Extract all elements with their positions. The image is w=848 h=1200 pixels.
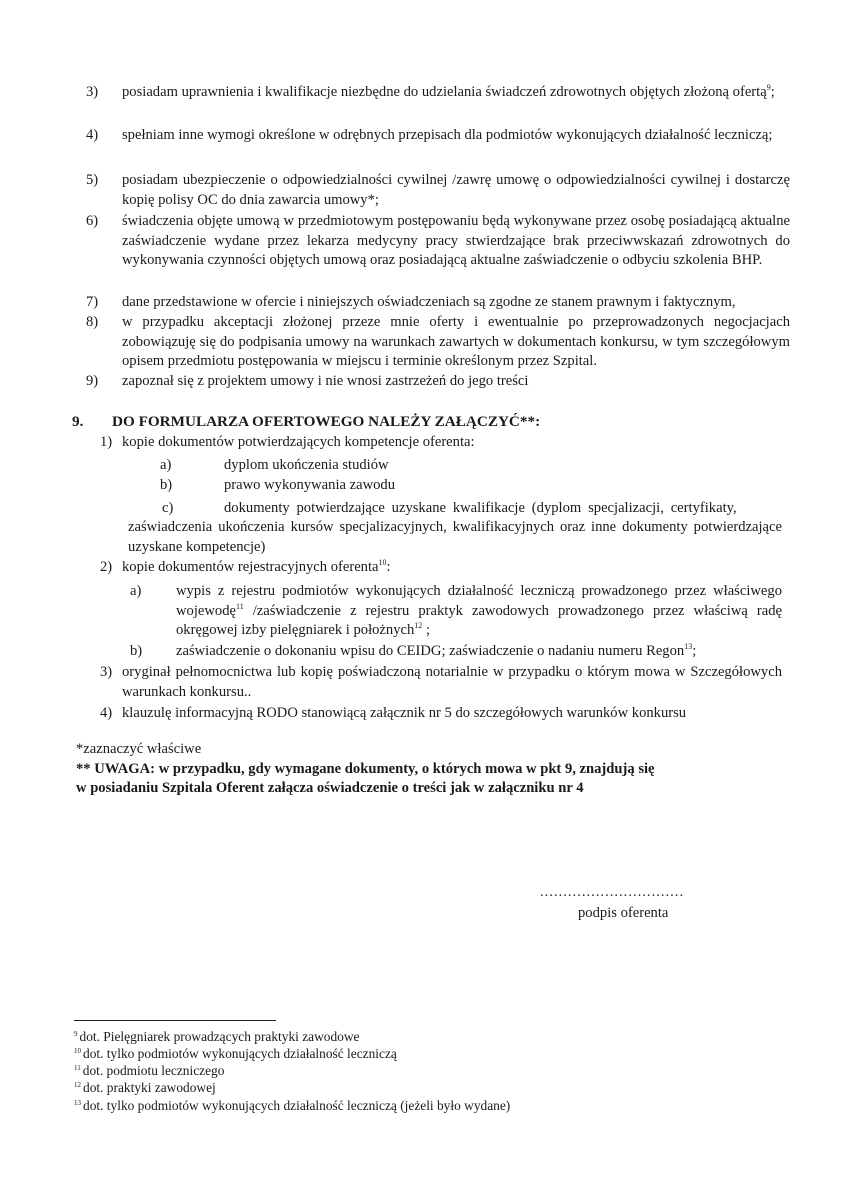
list-number: 9) xyxy=(86,373,99,389)
text-span: /zaświadczenie z rejestru praktyk zawodowych prowadzonego przez właściwą radę okręgowej izby pielęgniarek i położnych xyxy=(176,602,782,638)
text-span: kopie dokumentów rejestracyjnych oferenta xyxy=(122,559,379,575)
subitem-text-continued: zaświadczenia ukończenia kursów specjalizacyjnych, kwalifikacyjnych oraz inne dokumenty potwierdzające uzyskane kompetencje) xyxy=(128,519,782,555)
text-span: wypis z rejestru podmiotów wykonujących działalność leczniczą prowadzonego przez właściwego wojewodę xyxy=(176,583,782,619)
declaration-text xyxy=(122,83,790,103)
list-number: 3) xyxy=(86,84,99,100)
list-number: 5) xyxy=(86,172,99,188)
declaration-item-3 xyxy=(86,83,790,103)
footnote-divider xyxy=(74,1020,276,1021)
attachment-text xyxy=(122,558,790,578)
declaration-text: w przypadku akceptacji złożonej przeze mnie oferty i ewentualnie po przeprowadzonych negocjacjach zobowiązuję się do podpisania umowy na warunkach zawartych w dokumentach konkursu, w tym szczegółowym opisem przedmiotu postępowania w miejscu i terminie określonym przez Szpital. xyxy=(122,314,790,369)
list-number: 3) xyxy=(100,664,113,680)
list-number: 1) xyxy=(100,434,113,450)
footnote-ref[interactable]: 11 xyxy=(235,601,244,611)
warning-note-line2: w posiadaniu Szpitala Oferent załącza oświadczenie o treści jak w załączniku nr 4 xyxy=(76,780,584,796)
section-number: 9. xyxy=(72,413,84,430)
declaration-text: posiadam ubezpieczenie o odpowiedzialności cywilnej /zawrę umowę o odpowiedzialności cywilnej i dostarczę kopię polisy OC do dnia zawarcia umowy*; xyxy=(122,172,790,208)
footnote-11 xyxy=(74,1062,224,1079)
footnote-number: 12 xyxy=(74,1081,81,1089)
list-letter: a) xyxy=(130,583,142,599)
list-number: 4) xyxy=(100,705,113,721)
subitem-text: dyplom ukończenia studiów xyxy=(224,457,389,473)
footnote-9 xyxy=(74,1028,359,1045)
text-span: posiadam uprawnienia i kwalifikacje niezbędne do udzielania świadczeń zdrowotnych objętych złożoną ofertą xyxy=(122,84,767,100)
attachment-text: kopie dokumentów potwierdzających kompetencje oferenta: xyxy=(122,434,475,450)
declaration-text: świadczenia objęte umową w przedmiotowym postępowaniu będą wykonywane przez osobę posiadającą aktualne zaświadczenie wydane przez lekarza medycyny pracy stwierdzające brak przeciwwskazań zdrowotnych do wykonywania czynności objętych umową oraz posiadającą aktualne zaświadczenie o odbyciu szkolenia BHP. xyxy=(122,213,790,268)
declaration-text: dane przedstawione w ofercie i niniejszych oświadczeniach są zgodne ze stanem prawnym i faktycznym, xyxy=(122,294,736,310)
list-letter: a) xyxy=(160,457,172,473)
signature-label: podpis oferenta xyxy=(578,905,669,921)
text-span: ; xyxy=(692,643,697,659)
signature-line[interactable]: ............................... xyxy=(540,884,685,900)
footnote-ref[interactable]: 9 xyxy=(766,83,771,92)
footnote-ref[interactable]: 10 xyxy=(378,558,387,567)
declaration-item-7 xyxy=(86,293,790,313)
attachment-item-4 xyxy=(100,704,790,724)
section-title: DO FORMULARZA OFERTOWEGO NALEŻY ZAŁĄCZYĆ**: xyxy=(112,413,541,430)
subitem-text: prawo wykonywania zawodu xyxy=(224,477,396,493)
list-number: 8) xyxy=(86,314,99,330)
attachment-item-1 xyxy=(100,433,790,453)
declaration-item-6 xyxy=(86,212,790,271)
footnote-number: 9 xyxy=(74,1030,78,1038)
declaration-text: zapoznał się z projektem umowy i nie wnosi zastrzeżeń do jego treści xyxy=(122,373,529,389)
text-span: ; xyxy=(770,84,775,100)
footnote-text: dot. Pielęgniarek prowadzących praktyki zawodowe xyxy=(79,1029,360,1044)
footnote-ref[interactable]: 12 xyxy=(414,621,423,630)
subitem-text xyxy=(176,642,790,662)
subitem-text xyxy=(176,582,782,641)
footnote-text: dot. podmiotu leczniczego xyxy=(82,1063,225,1078)
attachment-text: klauzulę informacyjną RODO stanowiącą załącznik nr 5 do szczegółowych warunków konkursu xyxy=(122,705,687,721)
list-letter: b) xyxy=(130,643,143,659)
list-number: 6) xyxy=(86,213,99,229)
text-span: : xyxy=(386,559,391,575)
attachment-item-2 xyxy=(100,558,790,578)
subitem-text: dokumenty potwierdzające uzyskane kwalifikacje (dyplom specjalizacji, certyfikaty, xyxy=(224,500,737,516)
list-letter: c) xyxy=(162,500,174,516)
attachment-text: oryginał pełnomocnictwa lub kopię poświadczoną notarialnie w przypadku o którym mowa w Szczegółowych warunkach konkursu.. xyxy=(122,664,782,700)
list-letter: b) xyxy=(160,477,173,493)
warning-note-line1: ** UWAGA: w przypadku, gdy wymagane dokumenty, o których mowa w pkt 9, znajdują się xyxy=(76,761,655,777)
declaration-text: spełniam inne wymogi określone w odrębnych przepisach dla podmiotów wykonujących działalność leczniczą; xyxy=(122,127,773,143)
declaration-item-8 xyxy=(86,313,790,372)
list-number: 4) xyxy=(86,127,99,143)
attachment-subitem-1b xyxy=(160,476,780,496)
footnote-ref[interactable]: 13 xyxy=(684,642,693,651)
footnote-13 xyxy=(74,1097,510,1114)
footnote-text: dot. tylko podmiotów wykonujących działalność leczniczą (jeżeli było wydane) xyxy=(83,1098,511,1113)
attachment-item-3 xyxy=(100,663,782,702)
footnote-number: 10 xyxy=(74,1047,81,1055)
declaration-item-9 xyxy=(86,372,790,392)
footnote-12 xyxy=(74,1079,216,1096)
list-number: 7) xyxy=(86,294,99,310)
footnote-text: dot. praktyki zawodowej xyxy=(83,1080,216,1095)
footnote-number: 11 xyxy=(74,1064,81,1072)
attachment-subitem-2a xyxy=(130,582,782,641)
footnote-10 xyxy=(74,1045,397,1062)
asterisk-note: *zaznaczyć właściwe xyxy=(76,741,202,757)
declaration-item-5 xyxy=(86,171,790,210)
declaration-item-4 xyxy=(86,126,790,146)
list-number: 2) xyxy=(100,559,113,575)
attachment-subitem-1a xyxy=(160,456,780,476)
text-span: zaświadczenie o dokonaniu wpisu do CEIDG; zaświadczenie o nadaniu numeru Regon xyxy=(176,643,685,659)
text-span: ; xyxy=(422,622,430,638)
attachment-subitem-2b xyxy=(130,642,790,662)
footnote-number: 13 xyxy=(74,1099,81,1107)
footnote-text: dot. tylko podmiotów wykonujących działalność leczniczą xyxy=(83,1046,397,1061)
